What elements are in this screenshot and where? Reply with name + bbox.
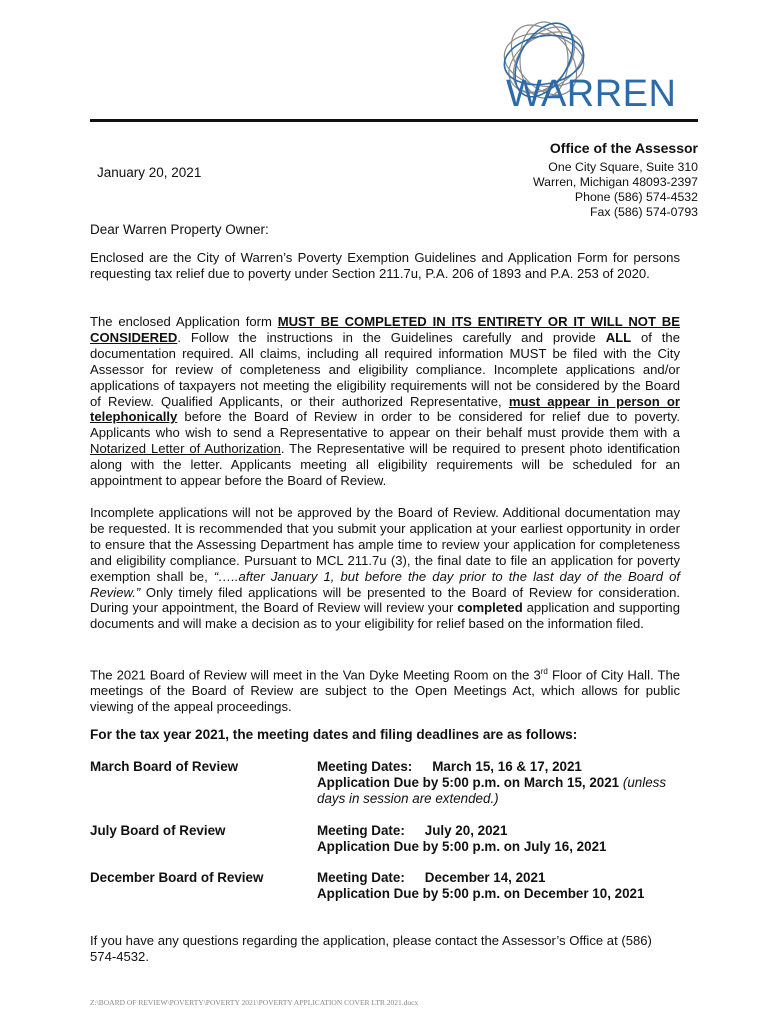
salutation: Dear Warren Property Owner: [90,222,269,237]
office-title: Office of the Assessor [549,140,698,156]
paragraph-requirements: The enclosed Application form MUST BE COMPLETED IN ITS ENTIRETY OR IT WILL NOT BE CONSIDERED. Follow the instructions in the Guidelines carefully and provide ALL of the documentation required. All claims, including all required information MUST be filed with the City Assessor for review of completeness and eligibility compliance. Incomplete applications and/or applications of taxpayers not meeting the eligibility requirements will not be considered by the Board of Review. Qualified Applicants, or their authorized Representative, must appear in person or telephonically before the Board of Review in order to be considered for relief due to poverty. Applicants who wish to send a Representative to appear on their behalf must provide them with a Notarized Letter of Authorization. The Representative will be required to present photo identification along with the letter. Applicants meeting all eligibility requirements will be scheduled for an appointment to appear before the Board of Review. [90,314,680,489]
paragraph-intro: Enclosed are the City of Warren’s Poverty Exemption Guidelines and Application Form for persons requesting tax relief due to poverty under Section 211.7u, P.A. 206 of 1893 and P.A. 253 of 2020. [90,250,680,281]
emphasis-completed: completed [457,600,523,616]
meeting-label: Meeting Date: [317,823,405,838]
phone-line: Phone (586) 574-4532 [574,190,698,204]
paragraph-deadlines: Incomplete applications will not be approved by the Board of Review. Additional documentation may be requested. It is recommended that you submit your application at your earliest opportunity in order to ensure that the Assessing Department has ample time to review your application for completeness and eligibility compliance. Pursuant to MCL 211.7u (3), the final date to file an application for poverty exemption shall be, “…..after January 1, but before the day prior to the last day of the Board of Review.” Only timely filed applications will be presented to the Board of Review for consideration. During your appointment, the Board of Review will review your completed application and supporting documents and will make a decision as to your eligibility for relief based on the information filed. [90,505,680,632]
statute-quote: “…..after January 1, but before the day prior to the last day of the Board of Review.” [90,568,680,600]
schedule-board-december: December Board of Review [90,870,264,885]
schedule-detail-march [317,759,689,807]
address-line: One City Square, Suite 310 [548,160,698,174]
emphasis-must-appear: must appear in person or telephonically [90,393,680,425]
fax-line: Fax (586) 574-0793 [589,205,698,219]
address-line: Warren, Michigan 48093-2397 [533,175,698,189]
meeting-dates: December 14, 2021 [424,870,546,885]
office-address [533,160,698,220]
letter-date: January 20, 2021 [97,165,202,180]
schedule-board-july: July Board of Review [90,823,226,838]
emphasis-must-complete: MUST BE COMPLETED IN ITS ENTIRETY OR IT WILL NOT BE CONSIDERED [90,314,680,345]
paragraph-meeting-location: The 2021 Board of Review will meet in the Van Dyke Meeting Room on the 3rd Floor of City Hall. The meetings of the Board of Review are subject to the Open Meetings Act, which allows for public viewing of the appeal proceedings. [90,667,681,715]
meeting-label: Meeting Dates: [317,759,413,774]
emphasis-all: ALL [605,329,632,345]
letterhead-rule [90,119,698,122]
file-path-footer: Z:\BOARD OF REVIEW\POVERTY\POVERTY 2021\POVERTY APPLICATION COVER LTR 2021.docx [90,998,419,1007]
schedule-heading: For the tax year 2021, the meeting dates and filing deadlines are as follows: [90,727,578,742]
warren-logo-text: WARREN [506,73,677,115]
meeting-dates: March 15, 16 & 17, 2021 [432,759,582,774]
application-due: Application Due by 5:00 p.m. on March 15, 2021 [317,775,620,790]
emphasis-notarized-letter: Notarized Letter of Authorization [90,441,281,457]
schedule-board-march: March Board of Review [90,759,239,774]
meeting-label: Meeting Date: [317,870,405,885]
schedule-detail-july [317,823,689,855]
due-note: (unless days in session are extended.) [317,775,667,806]
schedule-detail-december [317,870,689,902]
meeting-dates: July 20, 2021 [424,823,508,838]
application-due: Application Due by 5:00 p.m. on December 10, 2021 [317,886,645,901]
closing-paragraph: If you have any questions regarding the application, please contact the Assessor’s Office at (586) 574-4532. [90,933,652,964]
application-due: Application Due by 5:00 p.m. on July 16, 2021 [317,839,607,854]
